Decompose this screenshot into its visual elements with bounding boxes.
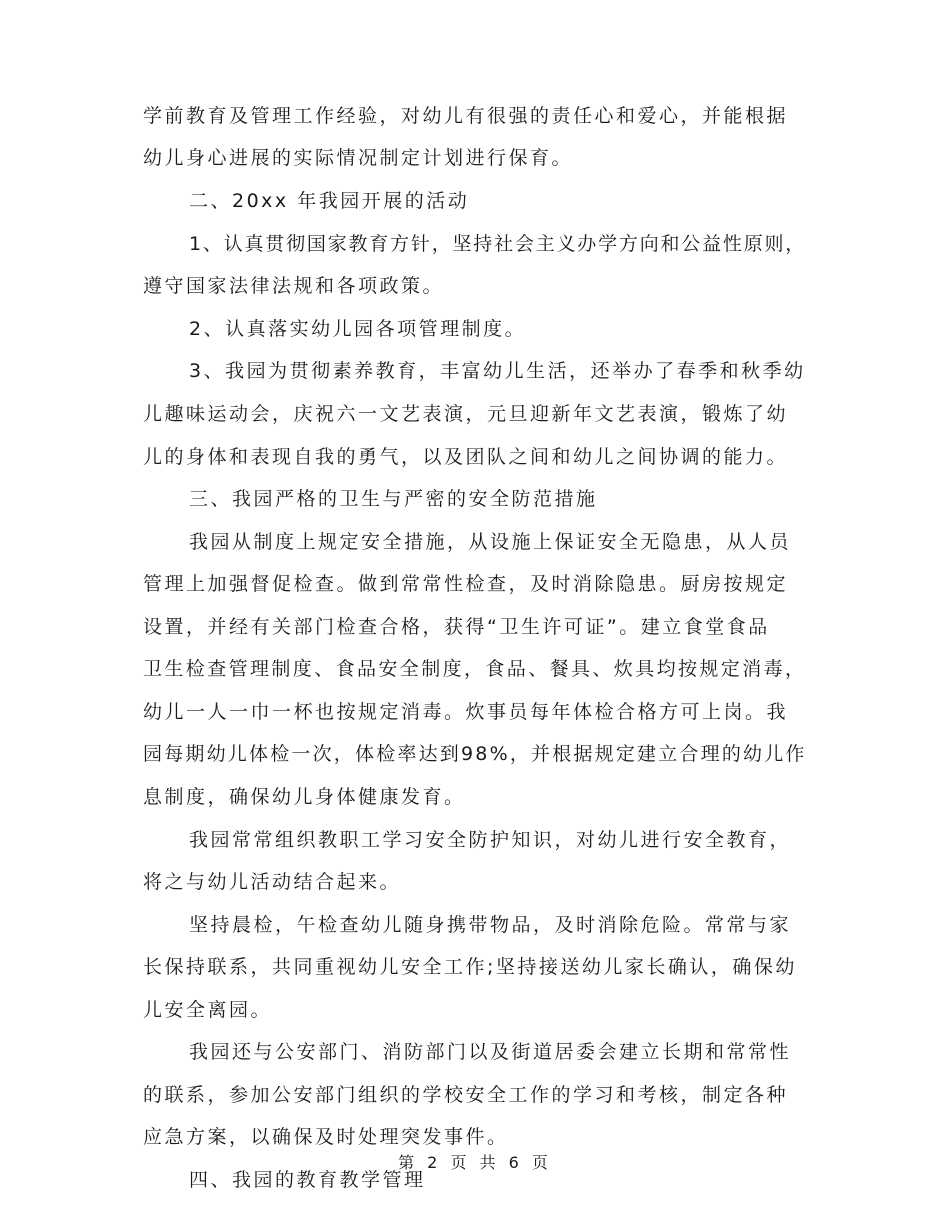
text-line: 管理上加强督促检查。做到常常性检查，及时消除隐患。厨房按规定 <box>143 573 789 595</box>
paragraph-start: 我园从制度上规定安全措施，从设施上保证安全无隐患，从人员 <box>189 531 792 553</box>
section-heading: 三、我园严格的卫生与严密的安全防范措施 <box>189 488 598 510</box>
text-line: 儿的身体和表现自我的勇气，以及团队之间和幼儿之间协调的能力。 <box>143 446 789 468</box>
text-line: 的联系，参加公安部门组织的学校安全工作的学习和考核，制定各种 <box>143 1084 789 1106</box>
text-line: 幼儿一人一巾一杯也按规定消毒。炊事员每年体检合格方可上岗。我 <box>143 701 789 723</box>
page-number-footer: 第 2 页 共 6 页 <box>398 1153 552 1172</box>
text-line: 园每期幼儿体检一次，体检率达到98%，并根据规定建立合理的幼儿作 <box>143 743 807 765</box>
text-line: 儿趣味运动会，庆祝六一文艺表演，元旦迎新年文艺表演，锻炼了幼 <box>143 403 789 425</box>
text-line: 幼儿身心进展的实际情况制定计划进行保育。 <box>143 147 574 169</box>
list-item: 1、认真贯彻国家教育方针，坚持社会主义办学方向和公益性原则， <box>189 233 807 255</box>
list-item: 3、我园为贯彻素养教育，丰富幼儿生活，还举办了春季和秋季幼 <box>189 360 806 382</box>
text-line: 卫生检查管理制度、食品安全制度，食品、餐具、炊具均按规定消毒， <box>143 658 807 680</box>
text-line: 将之与幼儿活动结合起来。 <box>143 871 402 893</box>
text-line: 应急方案，以确保及时处理突发事件。 <box>143 1126 509 1148</box>
section-heading: 二、20xx 年我园开展的活动 <box>189 190 470 212</box>
paragraph-start: 我园还与公安部门、消防部门以及街道居委会建立长期和常常性 <box>189 1041 792 1063</box>
text-line: 息制度，确保幼儿身体健康发育。 <box>143 786 466 808</box>
section-heading: 四、我园的教育教学管理 <box>189 1169 426 1191</box>
list-item: 2、认真落实幼儿园各项管理制度。 <box>189 318 527 340</box>
text-line: 长保持联系，共同重视幼儿安全工作;坚持接送幼儿家长确认，确保幼 <box>143 956 797 978</box>
paragraph-start: 我园常常组织教职工学习安全防护知识，对幼儿进行安全教育， <box>189 829 792 851</box>
text-line: 遵守国家法律法规和各项政策。 <box>143 275 445 297</box>
text-line: 学前教育及管理工作经验，对幼儿有很强的责任心和爱心，并能根据 <box>143 105 789 127</box>
paragraph-start: 坚持晨检，午检查幼儿随身携带物品，及时消除危险。常常与家 <box>189 914 792 936</box>
text-line: 儿安全离园。 <box>143 999 273 1021</box>
text-line: 设置，并经有关部门检查合格，获得“卫生许可证”。建立食堂食品 <box>143 616 770 638</box>
